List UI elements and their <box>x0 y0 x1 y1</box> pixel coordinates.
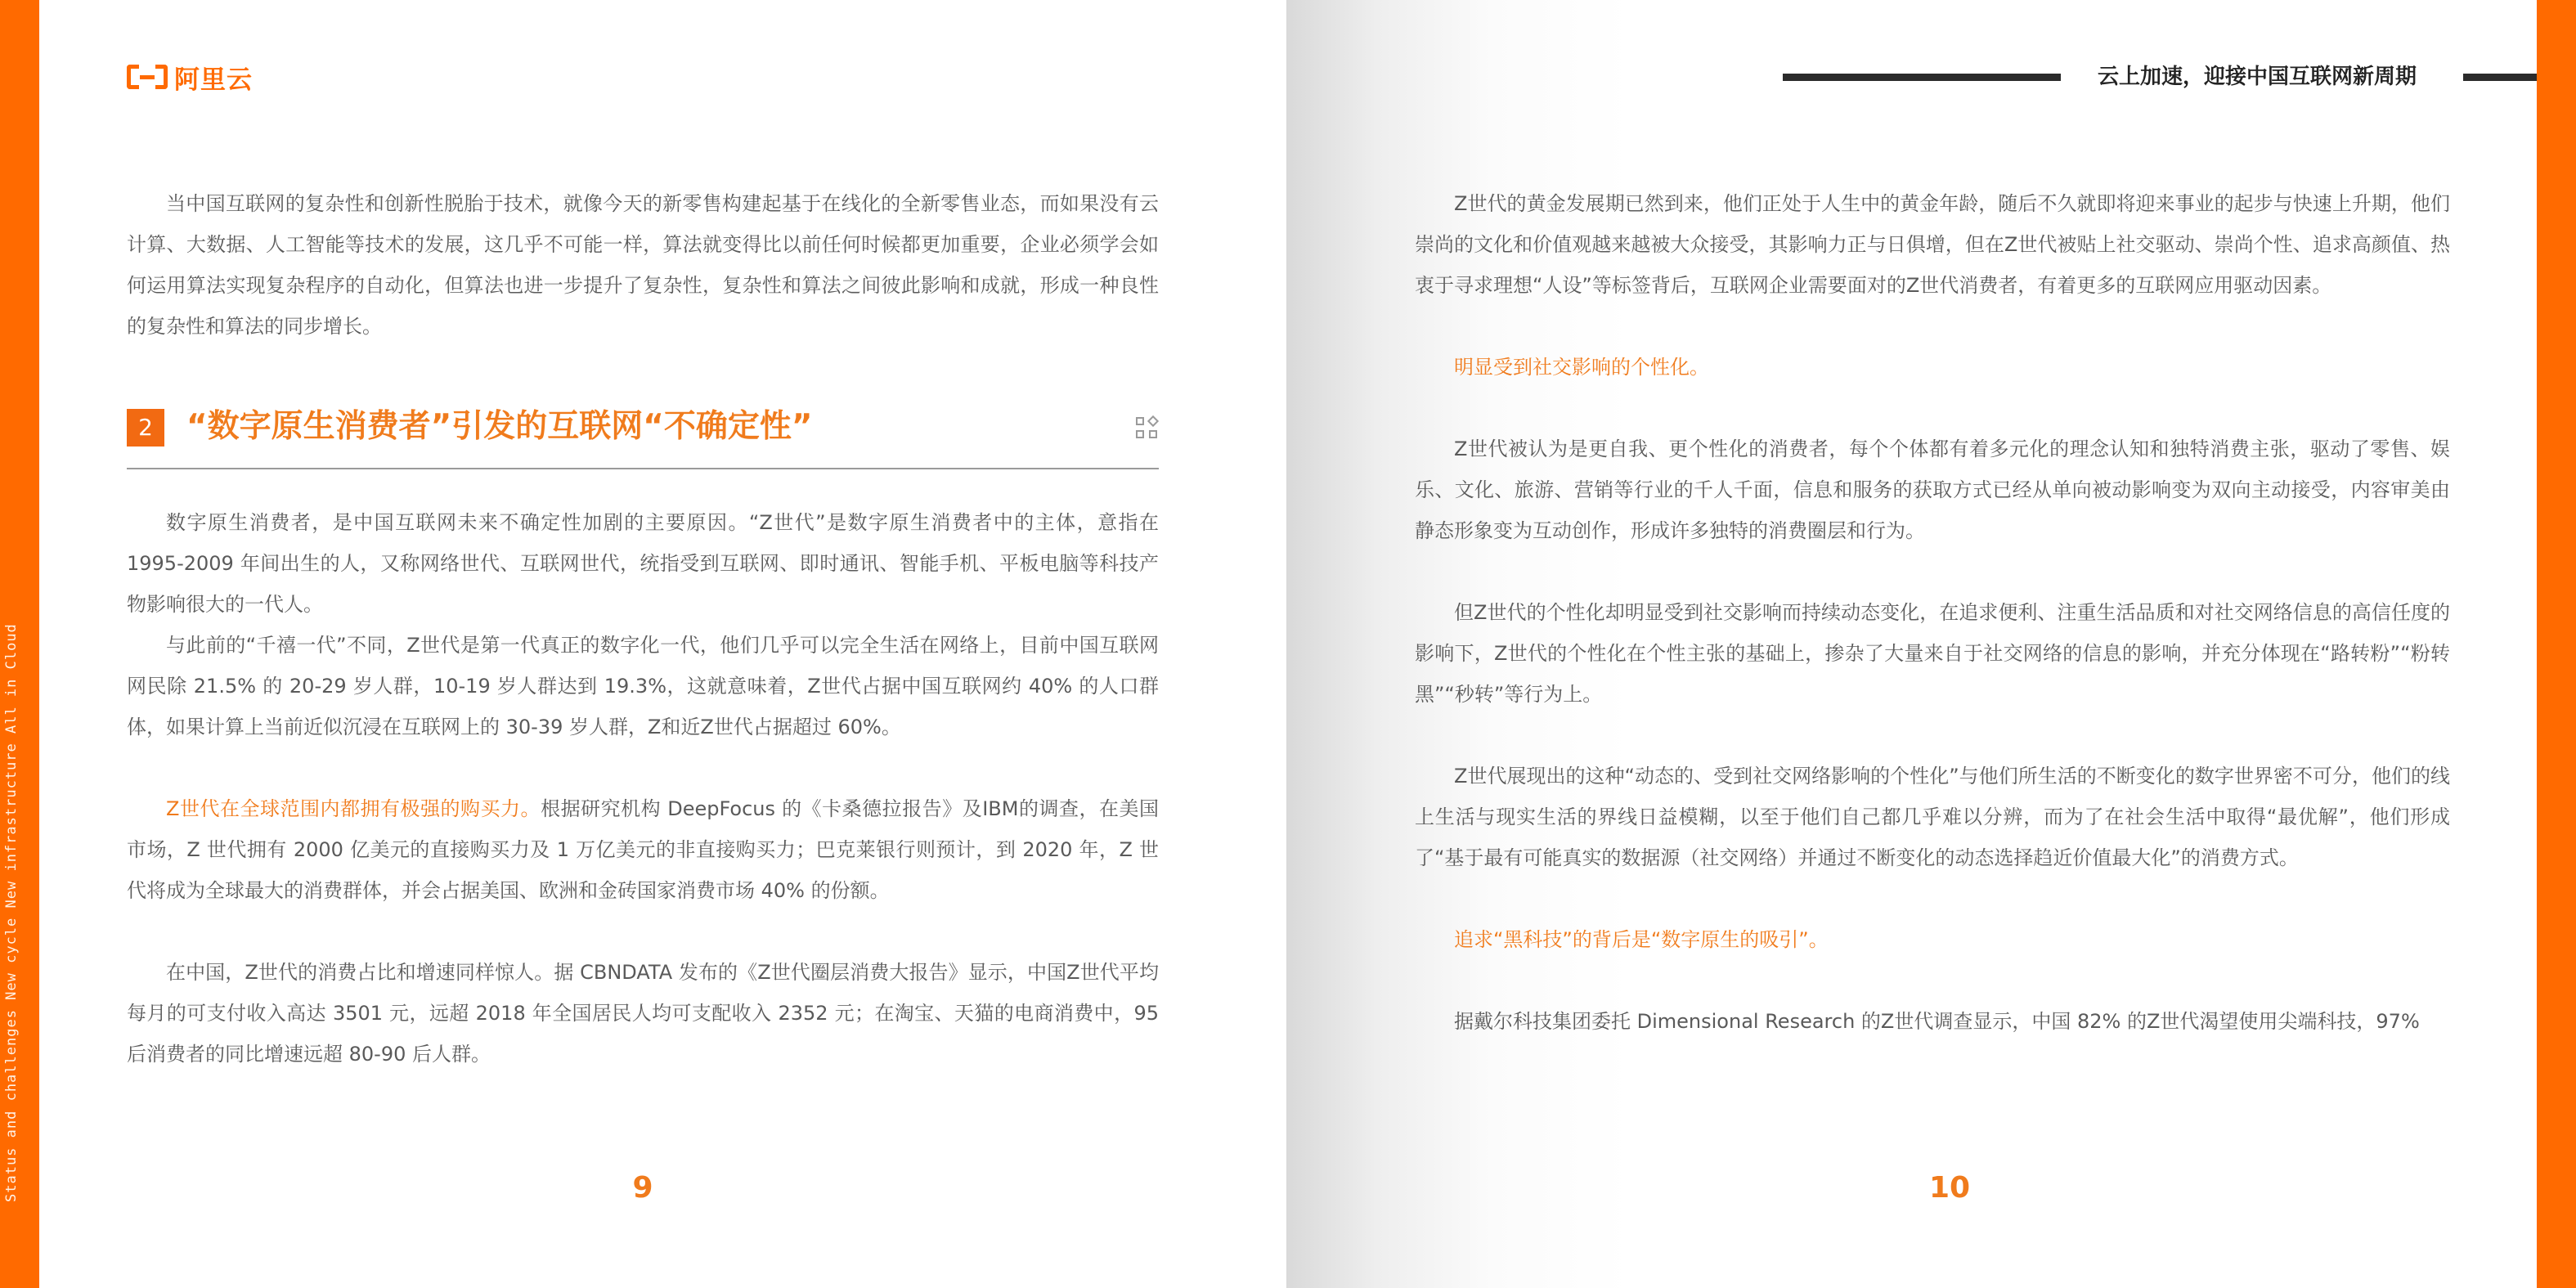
left-para-2: 与此前的“千禧一代”不同，Z世代是第一代真正的数字化一代，他们几乎可以完全生活在网络上，目前中国互联网网民除 21.5% 的 20-29 岁人群，10-19 岁人群达到 19.3%，这就意味着，Z世代占据中国互联网约 40% 的人口群体，如果计算上当前近似沉浸在互联网上的 30-39 岁人群，Z和近Z世代占据超过 60%。 <box>127 634 1159 738</box>
section-number: 2 <box>127 409 164 447</box>
left-para-4: 在中国，Z世代的消费占比和增速同样惊人。据 CBNDATA 发布的《Z世代圈层消费大报告》显示，中国Z世代平均每月的可支付收入高达 3501 元，远超 2018 年全国居民人均可支配收入 2352 元；在淘宝、天猫的电商消费中，95 后消费者的同比增速远超 80-90 后人群。 <box>127 961 1159 1066</box>
header-rule-left <box>1783 74 2061 81</box>
aliyun-logo-icon <box>127 65 168 89</box>
left-para-1: 数字原生消费者，是中国互联网未来不确定性加剧的主要原因。“Z世代”是数字原生消费者中的主体，意指在 1995-2009 年间出生的人，又称网络世代、互联网世代，统指受到互联网、即时通讯、智能手机、平板电脑等科技产物影响很大的一代人。 <box>127 511 1159 616</box>
right-para-5-block <box>1415 1001 2450 1042</box>
intro-text: 当中国互联网的复杂性和创新性脱胎于技术，就像今天的新零售构建起基于在线化的全新零售业态，而如果没有云计算、大数据、人工智能等技术的发展，这几乎不可能一样，算法就变得比以前任何时候都更加重要，企业必须学会如何运用算法实现复杂程序的自动化，但算法也进一步提升了复杂性，复杂性和算法之间彼此影响和成就，形成一种良性的复杂性和算法的同步增长。 <box>127 192 1159 338</box>
left-para-3-block <box>127 788 1159 911</box>
page-number-right: 10 <box>1928 1171 1971 1205</box>
right-edge-bar <box>2537 0 2576 1288</box>
header-title: 云上加速，迎接中国互联网新周期 <box>2097 65 2417 89</box>
right-para-1: Z世代的黄金发展期已然到来，他们正处于人生中的黄金年龄，随后不久就即将迎来事业的起步与快速上升期，他们崇尚的文化和价值观越来越被大众接受，其影响力正与日俱增，但在Z世代被贴上社交驱动、崇尚个性、追求高颜值、热衷于寻求理想“人设”等标签背后，互联网企业需要面对的Z世代消费者，有着更多的互联网应用驱动因素。 <box>1415 192 2450 297</box>
left-body <box>127 502 1159 747</box>
left-para-3 <box>127 788 1159 911</box>
right-para-4: Z世代展现出的这种“动态的、受到社交网络影响的个性化”与他们所生活的不断变化的数字世界密不可分，他们的线上生活与现实生活的界线日益模糊，以至于他们自己都几乎难以分辨，而为了在社会生活中取得“最优解”，他们形成了“基于最有可能真实的数据源（社交网络）并通过不断变化的动态选择趋近价值最大化”的消费方式。 <box>1415 765 2450 869</box>
page-number-left: 9 <box>632 1171 653 1205</box>
right-subheading-1: 明显受到社交影响的个性化。 <box>1454 356 1709 379</box>
right-para-2: Z世代被认为是更自我、更个性化的消费者，每个个体都有着多元化的理念认知和独特消费主张，驱动了零售、娱乐、文化、旅游、营销等行业的千人千面，信息和服务的获取方式已经从单向被动影响变为双向主动接受，内容审美由静态形象变为互动创作，形成许多独特的消费圈层和行为。 <box>1415 438 2450 542</box>
left-para-4-block <box>127 952 1159 1075</box>
aliyun-logo <box>127 61 253 93</box>
logo-text: 阿里云 <box>174 65 253 95</box>
section-rule <box>127 468 1159 469</box>
right-para-2-block <box>1415 429 2450 551</box>
left-para-3-highlight: Z世代在全球范围内都拥有极强的购买力。 <box>166 797 541 820</box>
right-para-1-block <box>1415 183 2450 306</box>
right-para-5: 据戴尔科技集团委托 Dimensional Research 的Z世代调查显示，中国 82% 的Z世代渴望使用尖端科技，97% <box>1454 1010 2420 1033</box>
right-para-4-block <box>1415 756 2450 878</box>
header-rule-right <box>2463 74 2537 81</box>
left-intro-paragraph <box>127 183 1159 347</box>
right-para-3: 但Z世代的个性化却明显受到社交影响而持续动态变化，在追求便利、注重生活品质和对社交网络信息的高信任度的影响下，Z世代的个性化在个性主张的基础上，掺杂了大量来自于社交网络的信息的影响，并充分体现在“路转粉”“粉转黑”“秒转”等行为上。 <box>1415 601 2450 706</box>
grid-icon <box>1136 417 1160 442</box>
section-title: “数字原生消费者”引发的互联网“不确定性” <box>186 408 813 445</box>
right-subheading-2: 追求“黑科技”的背后是“数字原生的吸引”。 <box>1454 928 1829 951</box>
left-para-3-rest: 根据研究机构 DeepFocus 的《卡桑德拉报告》及IBM的调查，在美国市场，Z 世代拥有 2000 亿美元的直接购买力及 1 万亿美元的非直接购买力；巴克莱银行则预计，到 2020 年，Z 世代将成为全球最大的消费群体，并会占据美国、欧洲和金砖国家消费市场 40% 的份额。 <box>127 797 1159 902</box>
right-para-3-block <box>1415 592 2450 715</box>
spine-text: Status and challenges New cycle New infrastructure All in Cloud <box>3 623 20 1202</box>
